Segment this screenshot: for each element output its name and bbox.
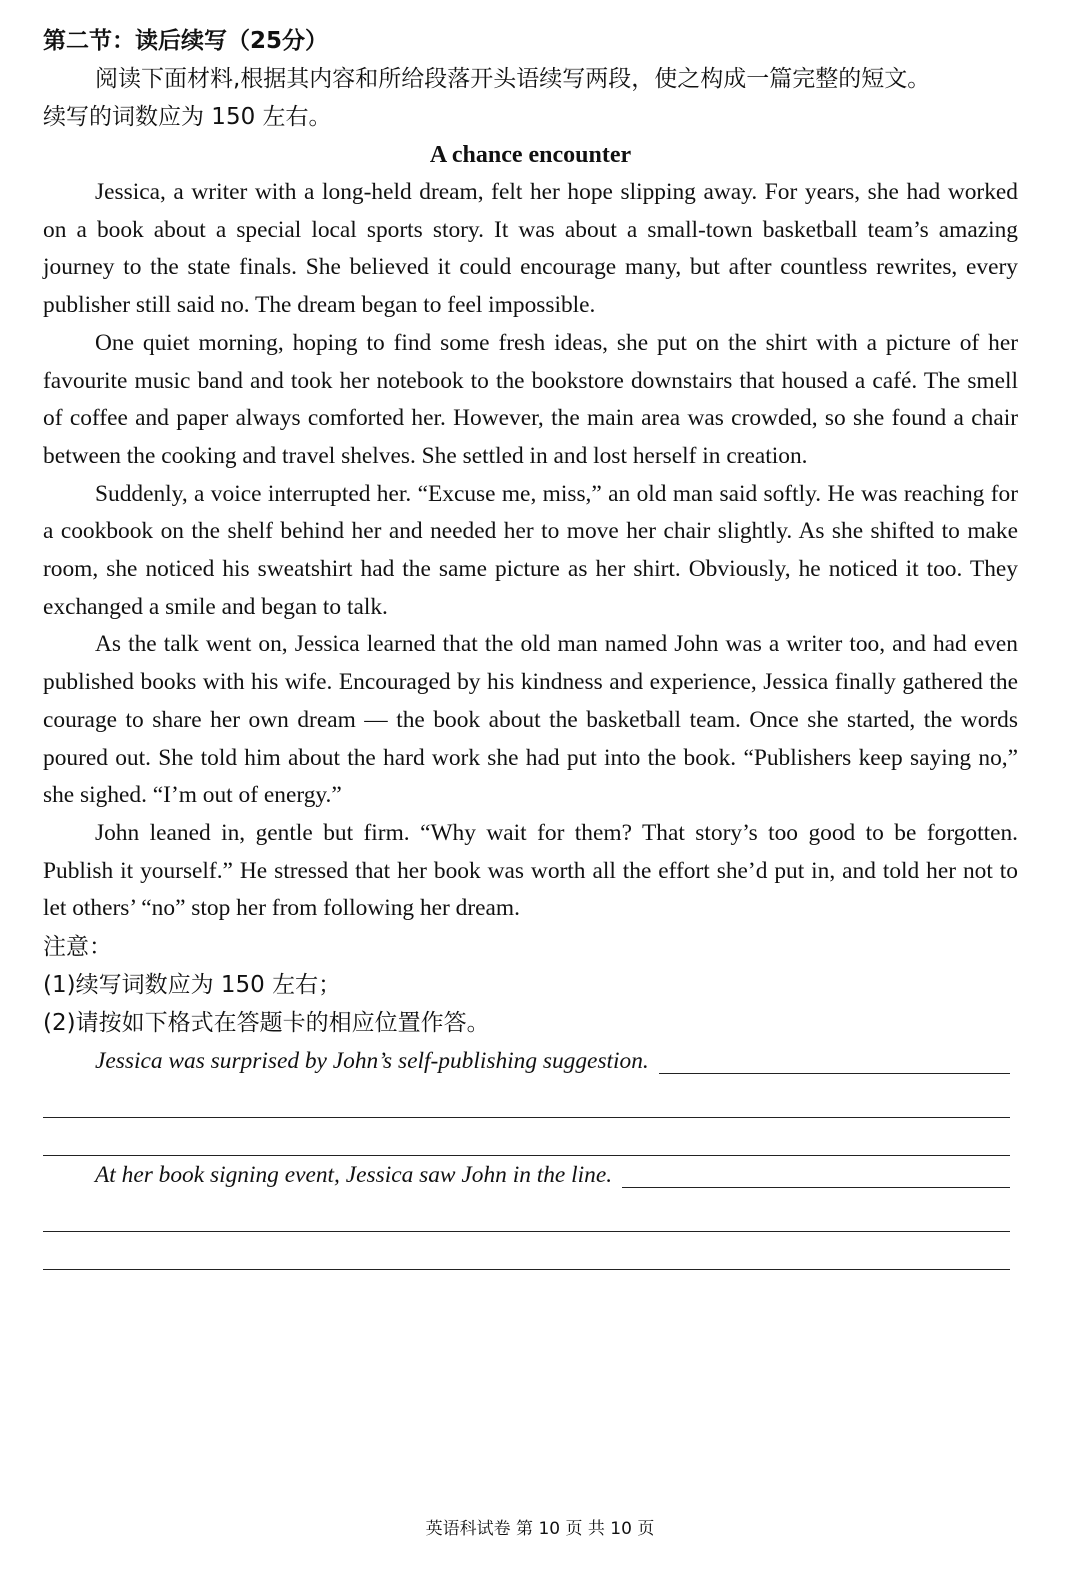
instruction-line-1: 阅读下面材料,根据其内容和所给段落开头语续写两段，使之构成一篇完整的短文。	[95, 66, 931, 92]
answer-line[interactable]	[43, 1118, 1010, 1156]
prompt-first: Jessica was surprised by John’s self-publishing suggestion.	[95, 1048, 649, 1075]
answer-blank[interactable]	[659, 1073, 1010, 1074]
answer-line[interactable]	[43, 1080, 1010, 1118]
story-paragraph-5: John leaned in, gentle but firm. “Why wait for them? That story’s too good to be forgotten. Publish it yourself.” He stressed that her book was worth all the effort she’d put in, and told her not to let others’ “no” stop her from following her dream.	[43, 819, 1018, 922]
story-paragraph-2: One quiet morning, hoping to find some fresh ideas, she put on the shirt with a picture of her favourite music band and took her notebook to the bookstore downstairs that housed a café. The smell of coffee and paper always comforted her. However, the main area was crowded, so she found a chair between the cooking and travel shelves. She settled in and lost herself in creation.	[43, 329, 1018, 469]
notes-heading: 注意：	[43, 934, 112, 961]
notes-item-1: (1)续写词数应为 150 左右；	[43, 972, 342, 999]
prompt-line-1	[43, 1042, 1018, 1080]
prompt-line-2	[43, 1156, 1018, 1194]
notes-item-2: (2)请按如下格式在答题卡的相应位置作答。	[43, 1010, 490, 1037]
instruction-line-2: 续写的词数应为 150 左右。	[43, 104, 332, 130]
story-title: A chance encounter	[429, 142, 632, 168]
exam-page	[43, 22, 1018, 1270]
section-title: 第二节：读后续写（25分）	[43, 28, 329, 54]
story-paragraph-3: Suddenly, a voice interrupted her. “Excuse me, miss,” an old man said softly. He was reaching for a cookbook on the shelf behind her and needed her to move her chair slightly. As she shifted to make room, she noticed his sweatshirt had the same picture as her shirt. Obviously, he noticed it too. They exchanged a smile and began to talk.	[43, 480, 1018, 620]
answer-line[interactable]	[43, 1232, 1010, 1270]
page-footer: 英语科试卷 第 10 页 共 10 页	[425, 1519, 655, 1539]
answer-blank[interactable]	[622, 1187, 1010, 1188]
answer-line[interactable]	[43, 1194, 1010, 1232]
story-paragraph-4: As the talk went on, Jessica learned that the old man named John was a writer too, and had even published books with his wife. Encouraged by his kindness and experience, Jessica finally gathered the courage to share her own dream — the book about the basketball team. Once she started, the words poured out. She told him about the hard work she had put into the book. “Publishers keep saying no,” she sighed. “I’m out of energy.”	[43, 631, 1018, 809]
prompt-second: At her book signing event, Jessica saw John in the line.	[95, 1162, 613, 1189]
story-paragraph-1: Jessica, a writer with a long-held dream, felt her hope slipping away. For years, she had worked on a book about a special local sports story. It was about a small-town basketball team’s amazing journey to the state finals. She believed it could encourage many, but after countless rewrites, every publisher still said no. The dream began to feel impossible.	[43, 179, 1018, 319]
